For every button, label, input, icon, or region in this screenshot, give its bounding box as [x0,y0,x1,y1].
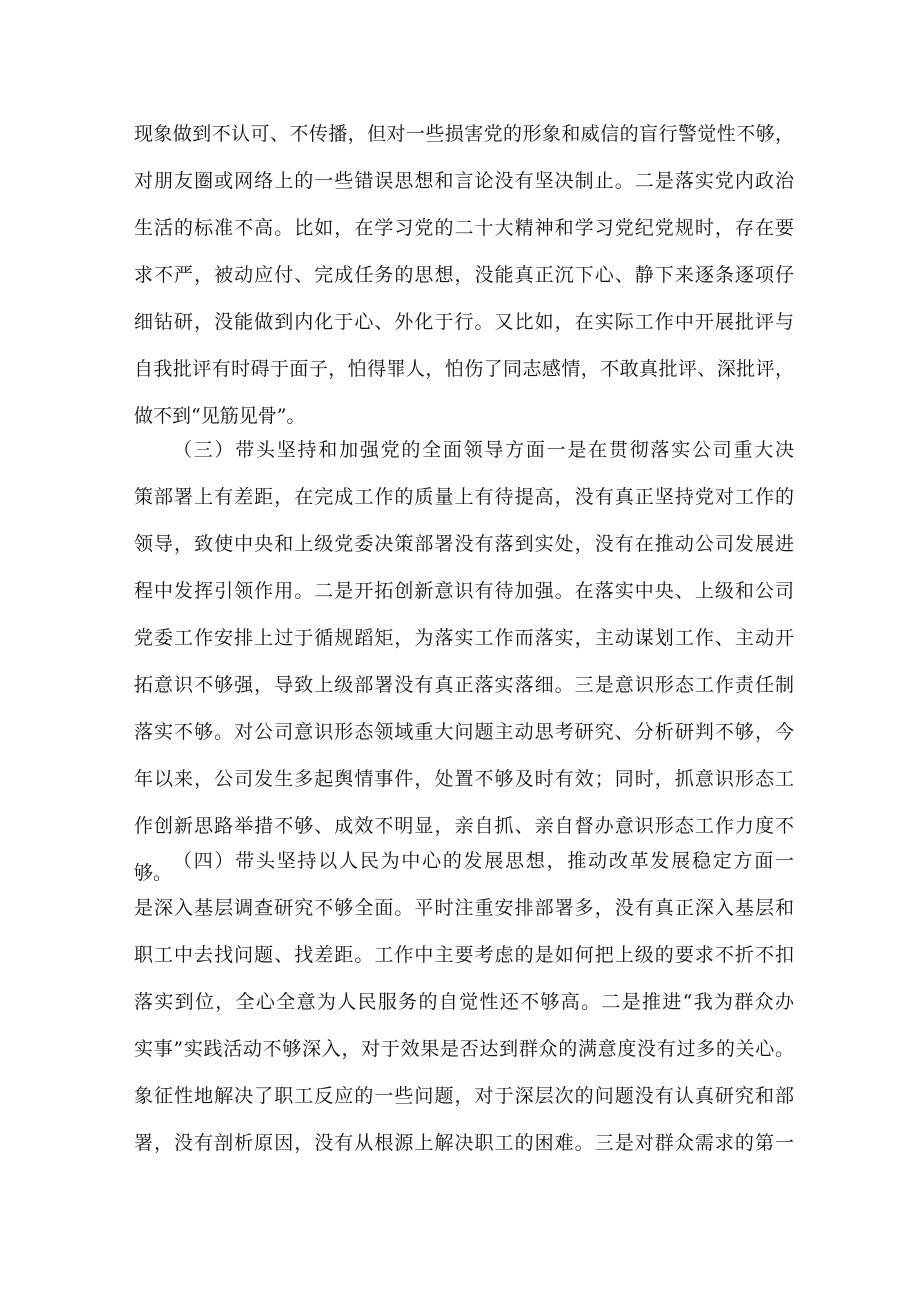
paragraph-line: 自我批评有时碍于面子，怕得罪人，怕伤了同志感情，不敢真批评、深批评， [134,358,794,380]
paragraph-first-line: （四）带头坚持以人民为中心的发展思想，推动改革发展稳定方面一 [173,850,794,872]
paragraph-line: 署，没有剖析原因，没有从根源上解决职工的困难。三是对群众需求的第一 [134,1132,794,1154]
paragraph-line: 做不到“见筋见骨”。 [134,405,306,427]
paragraph-line: 是深入基层调查研究不够全面。平时注重安排部署多，没有真正深入基层和 [134,897,794,919]
paragraph-line: 够。 [134,862,173,884]
paragraph-line: 现象做到不认可、不传播，但对一些损害党的形象和威信的盲行警觉性不够， [134,123,794,145]
paragraph-line: 程中发挥引领作用。二是开拓创新意识有待加强。在落实中央、上级和公司 [134,580,794,602]
paragraph-line: 年以来，公司发生多起舆情事件，处置不够及时有效；同时，抓意识形态工 [134,768,794,790]
paragraph-line: 拓意识不够强，导致上级部署没有真正落实落细。三是意识形态工作责任制 [134,674,794,696]
paragraph-line: 象征性地解决了职工反应的一些问题，对于深层次的问题没有认真研究和部 [134,1085,794,1107]
paragraph-line: 落实到位，全心全意为人民服务的自觉性还不够高。二是推进“我为群众办 [134,991,794,1013]
paragraph-line: 作创新思路举措不够、成效不明显，亲自抓、亲自督办意识形态工作力度不 [134,815,794,837]
paragraph-line: 党委工作安排上过于循规蹈矩，为落实工作而落实，主动谋划工作、主动开 [134,627,794,649]
paragraph-section-four [134,838,794,1167]
paragraph-line: 生活的标准不高。比如，在学习党的二十大精神和学习党纪党规时，存在要 [134,217,794,239]
paragraph-line: 细钻研，没能做到内化于心、外化于行。又比如，在实际工作中开展批评与 [134,311,794,333]
paragraph-line: 落实不够。对公司意识形态领域重大问题主动思考研究、分析研判不够，今 [134,721,794,743]
paragraph-line: 求不严，被动应付、完成任务的思想，没能真正沉下心、静下来逐条逐项仔 [134,264,794,286]
paragraph-first-line: （三）带头坚持和加强党的全面领导方面一是在贯彻落实公司重大决 [173,439,794,461]
paragraph-line: 领导，致使中央和上级党委决策部署没有落到实处，没有在推动公司发展进 [134,533,794,555]
paragraph-section-three [134,427,794,897]
paragraph-line: 策部署上有差距，在完成工作的质量上有待提高，没有真正坚持党对工作的 [134,486,794,508]
paragraph-line: 对朋友圈或网络上的一些错误思想和言论没有坚决制止。二是落实党内政治 [134,170,794,192]
paragraph-continued [134,111,794,440]
paragraph-line: 职工中去找问题、找差距。工作中主要考虑的是如何把上级的要求不折不扣 [134,944,794,966]
paragraph-line: 实事”实践活动不够深入，对于效果是否达到群众的满意度没有过多的关心。 [134,1038,794,1060]
